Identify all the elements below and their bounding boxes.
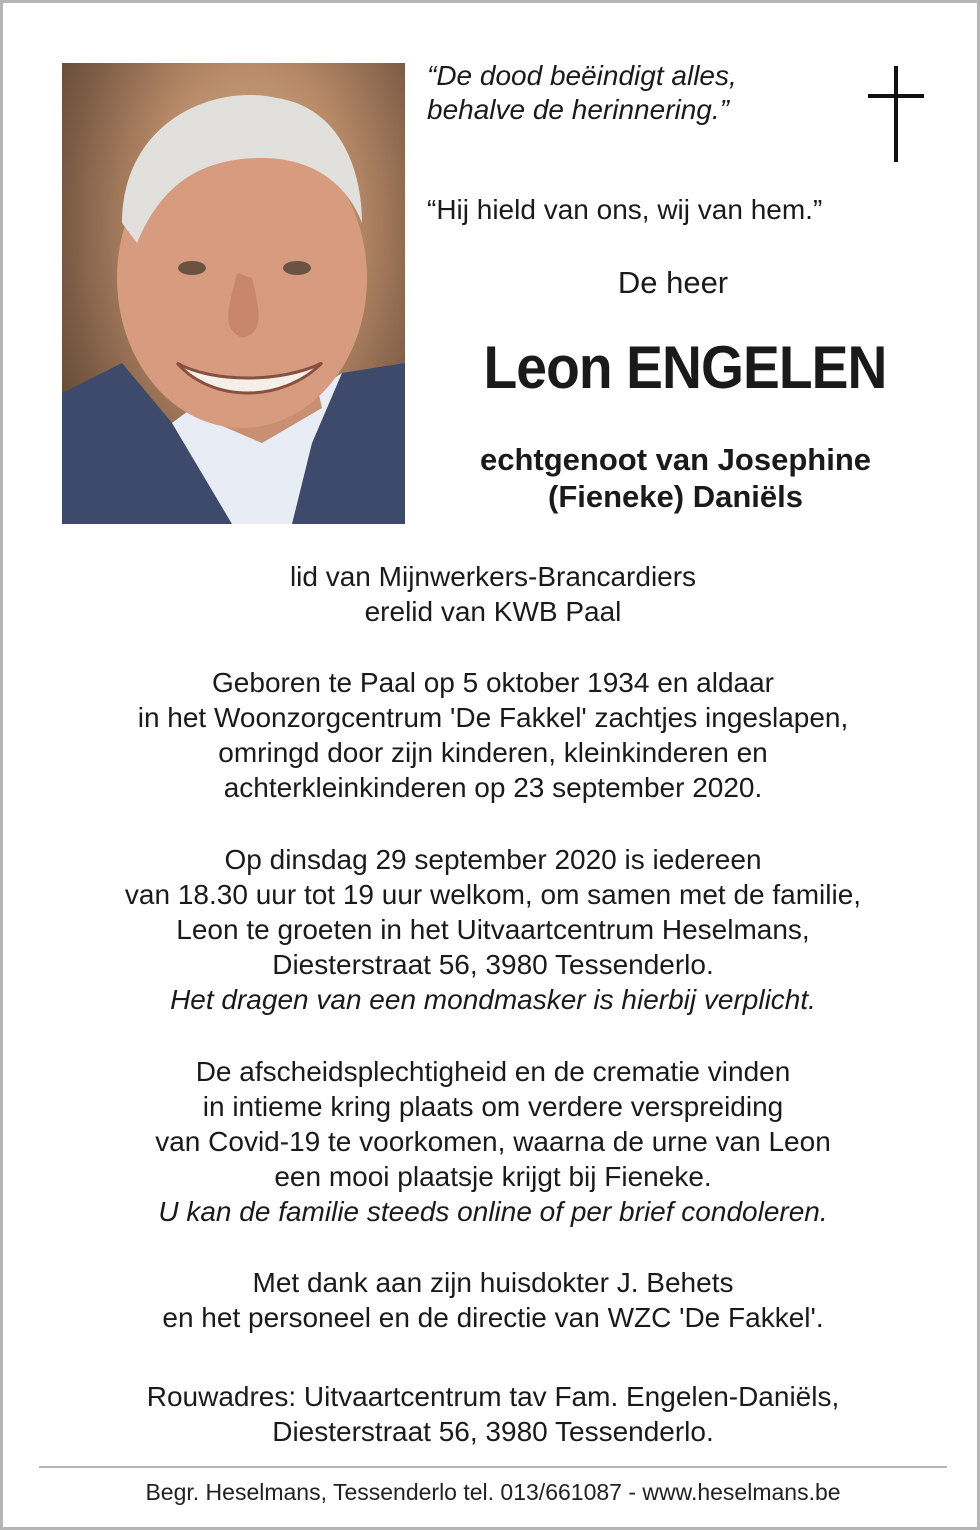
paragraph-line: een mooi plaatsje krijgt bij Fieneke. [274, 1161, 712, 1192]
ceremony-paragraph [43, 1054, 943, 1229]
paragraph-line: De afscheidsplechtigheid en de crematie vinden [195, 1056, 791, 1087]
membership-line: lid van Mijnwerkers-Brancardiers [289, 561, 697, 592]
paragraph-line: in intieme kring plaats om verdere verspreiding [202, 1091, 784, 1122]
paragraph-line: van 18.30 uur tot 19 uur welkom, om samen met de familie, [124, 879, 862, 910]
mask-note: Het dragen van een mondmasker is hierbij verplicht. [170, 984, 816, 1015]
spouse-info [433, 441, 918, 515]
thanks-paragraph [43, 1265, 943, 1335]
paragraph-line: van Covid-19 te voorkomen, waarna de urne van Leon [155, 1126, 831, 1157]
condolence-note: U kan de familie steeds online of per brief condoleren. [158, 1196, 828, 1227]
love-quote: “Hij hield van ons, wij van hem.” [427, 194, 823, 225]
funeral-home-footer: Begr. Heselmans, Tessenderlo tel. 013/661087 - www.heselmans.be [145, 1479, 841, 1505]
cross-icon [868, 66, 924, 162]
paragraph-line: en het personeel en de directie van WZC 'De Fakkel'. [162, 1302, 824, 1333]
paragraph-line: in het Woonzorgcentrum 'De Fakkel' zachtjes ingeslapen, [137, 702, 849, 733]
paragraph-line: achterkleinkinderen op 23 september 2020. [223, 772, 763, 803]
paragraph-line: Rouwadres: Uitvaartcentrum tav Fam. Engelen-Daniëls, [146, 1381, 840, 1412]
paragraph-line: Geboren te Paal op 5 oktober 1934 en aldaar [212, 667, 774, 698]
visitation-paragraph [43, 842, 943, 1017]
epigraph-quote [427, 59, 847, 127]
paragraph-line: Met dank aan zijn huisdokter J. Behets [252, 1267, 734, 1298]
mourning-address [43, 1379, 943, 1449]
footer-divider [39, 1466, 947, 1468]
portrait-photo [62, 63, 405, 524]
deceased-name: Leon ENGELEN [483, 334, 887, 401]
paragraph-line: Op dinsdag 29 september 2020 is iedereen [224, 844, 762, 875]
paragraph-line: Leon te groeten in het Uitvaartcentrum Heselmans, [176, 914, 810, 945]
paragraph-line: Diesterstraat 56, 3980 Tessenderlo. [272, 949, 714, 980]
honorific: De heer [617, 265, 729, 300]
paragraph-line: omringd door zijn kinderen, kleinkinderen en [218, 737, 768, 768]
spouse-line-2: (Fieneke) Daniëls [548, 479, 803, 514]
epigraph-line-2: behalve de herinnering.” [427, 94, 729, 125]
membership-line: erelid van KWB Paal [364, 596, 622, 627]
memberships [43, 559, 943, 629]
spouse-line-1: echtgenoot van Josephine [479, 442, 871, 477]
epigraph-line-1: “De dood beëindigt alles, [427, 60, 737, 91]
birth-death-paragraph [43, 665, 943, 805]
paragraph-line: Diesterstraat 56, 3980 Tessenderlo. [272, 1416, 714, 1447]
